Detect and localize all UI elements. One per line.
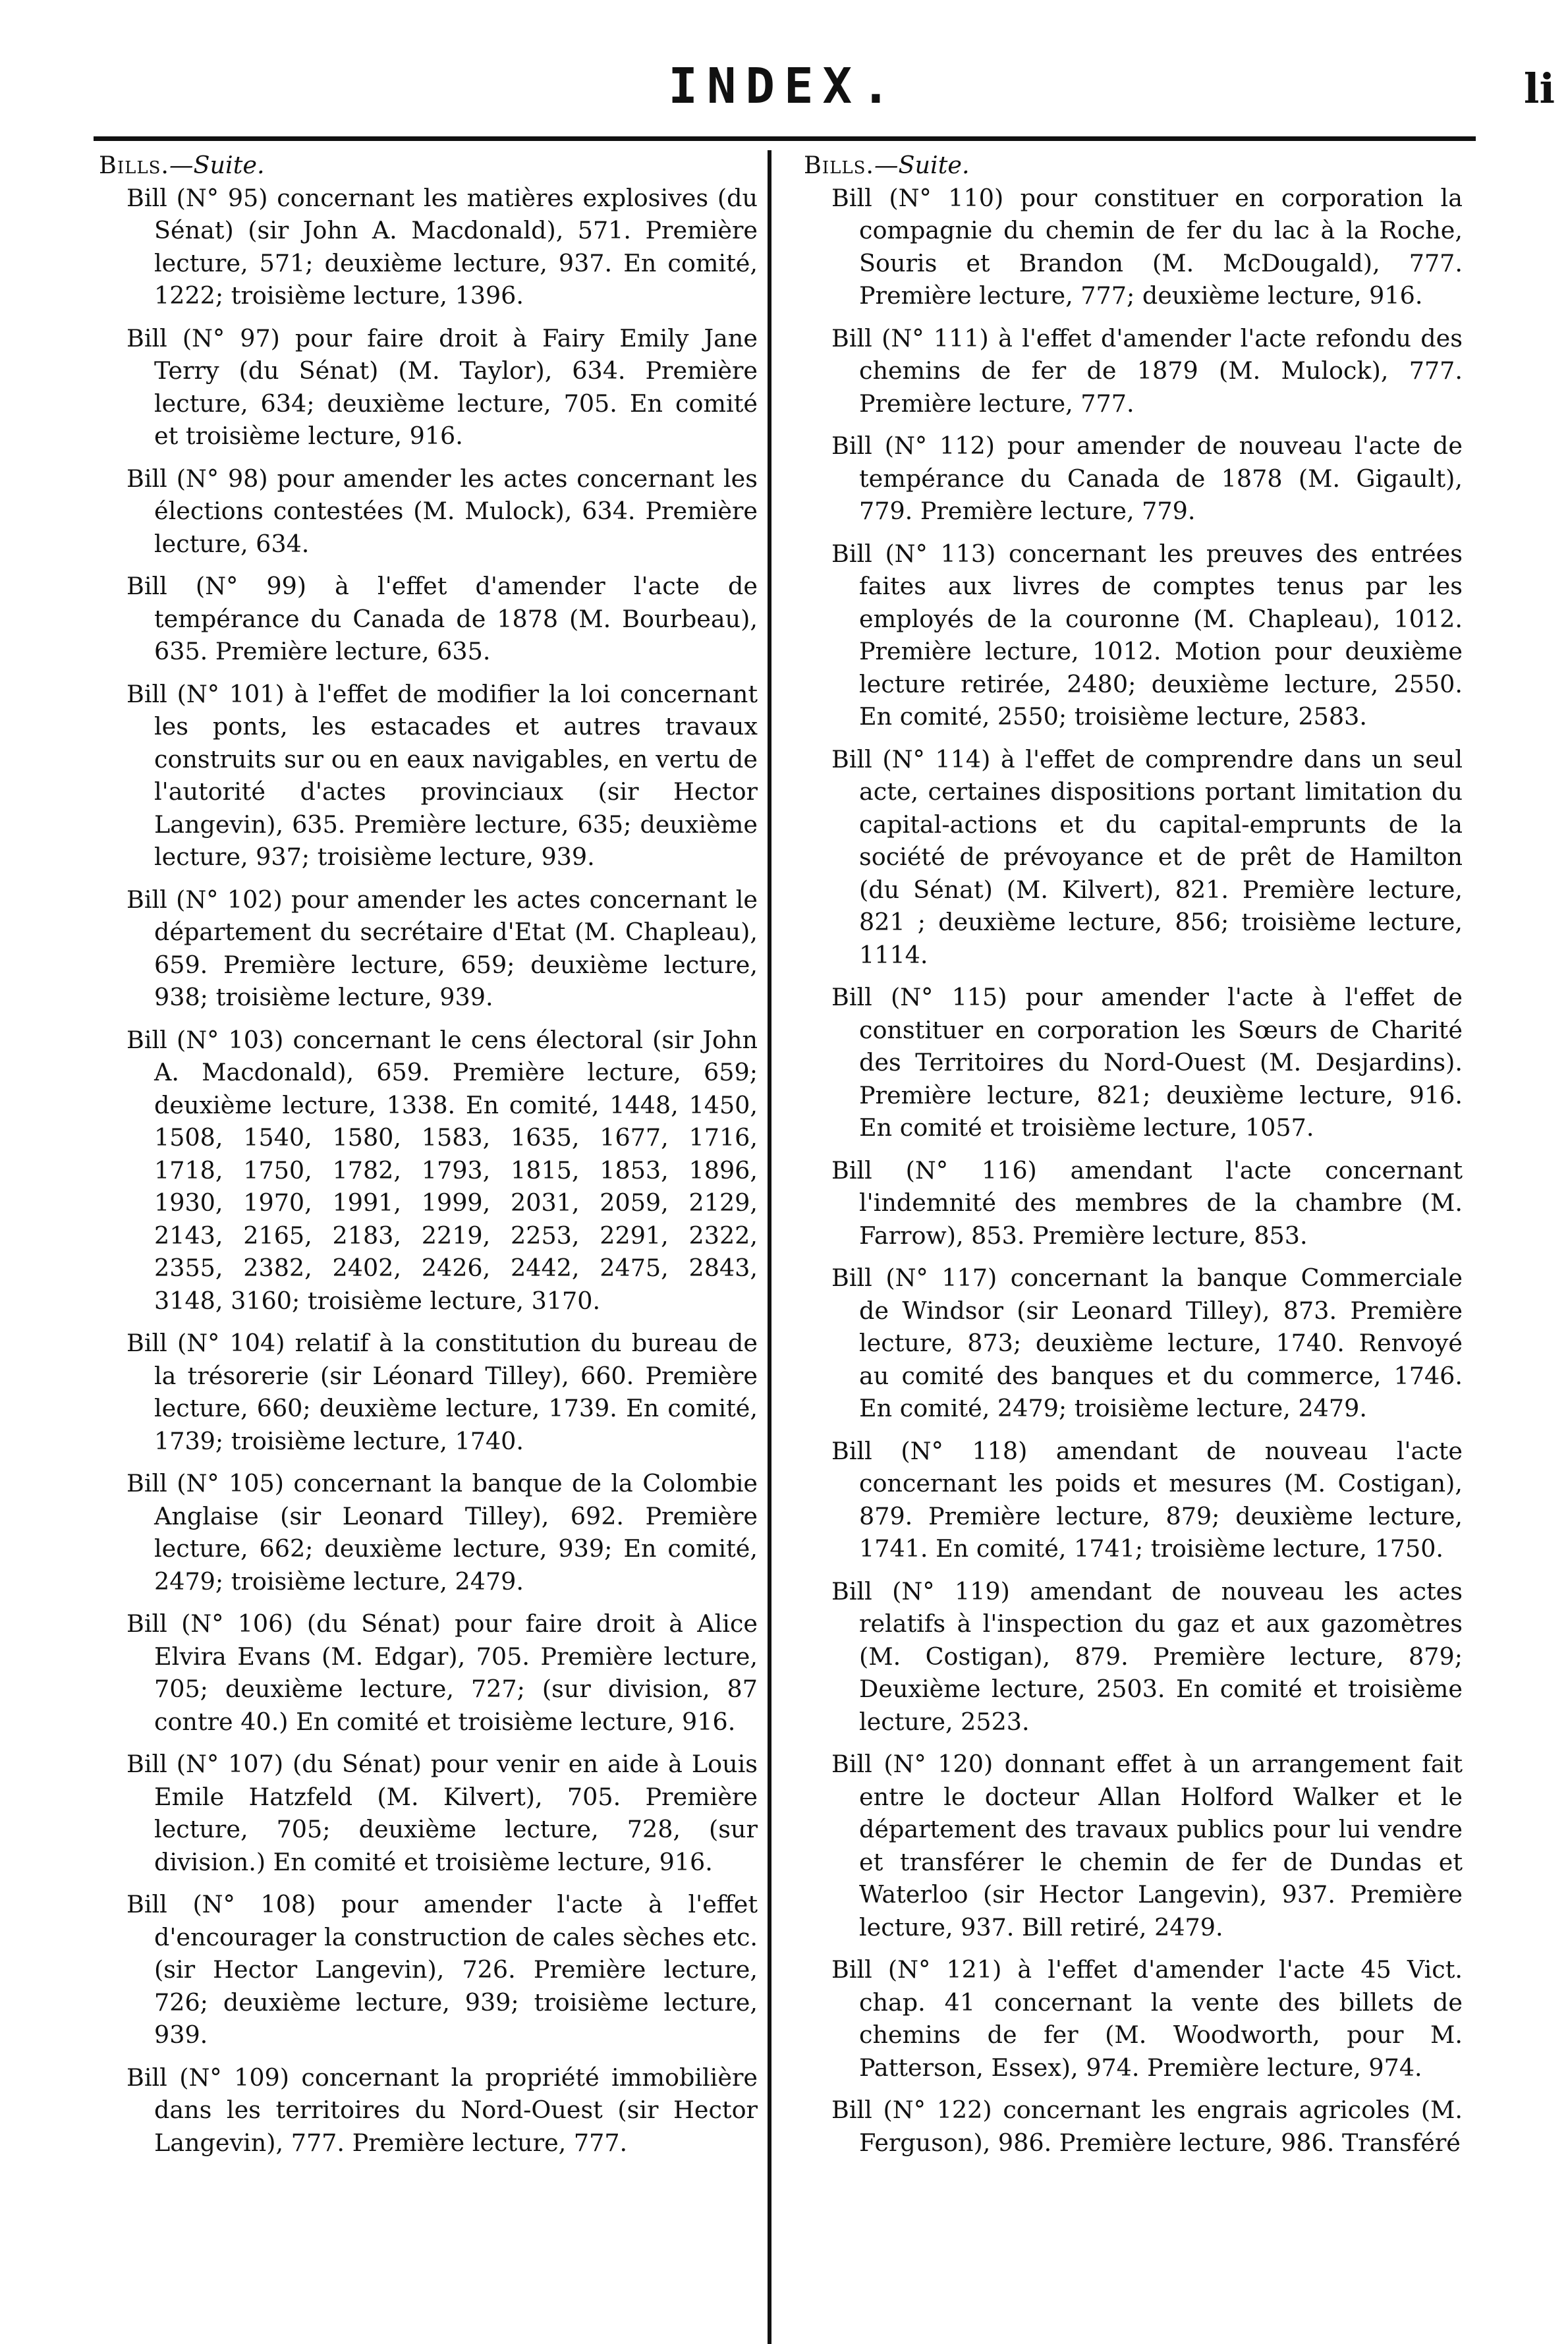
index-entry: Bill (N° 99) à l'effet d'amender l'acte de tempérance du Canada de 1878 (M. Bourbeau), 635. Première lecture, 635. bbox=[126, 572, 758, 665]
index-entry: Bill (N° 101) à l'effet de modifier la loi concernant les ponts, les estacades et autres travaux construits sur ou en eaux navigables, en vertu de l'autorité d'actes provinciaux (sir Hector Langevin), 635. Première lecture, 635; deuxième lecture, 937; troisième lecture, 939. bbox=[126, 679, 758, 871]
index-entry: Bill (N° 108) pour amender l'acte à l'effet d'encourager la construction de cales sèches etc. (sir Hector Langevin), 726. Première lecture, 726; deuxième lecture, 939; troisième lecture, 939. bbox=[126, 1890, 758, 2049]
page-number: li bbox=[1523, 65, 1555, 113]
index-entry: Bill (N° 109) concernant la propriété immobilière dans les territoires du Nord-Ouest (sir Hector Langevin), 777. Première lecture, 777. bbox=[126, 2063, 758, 2157]
section-heading bbox=[804, 149, 1463, 182]
index-entry: Bill (N° 121) à l'effet d'amender l'acte 45 Vict. chap. 41 concernant la vente des billets de chemins de fer (M. Woodworth, pour M. Patterson, Essex), 974. Première lecture, 974. bbox=[831, 1955, 1463, 2082]
index-entry: Bill (N° 118) amendant de nouveau l'acte concernant les poids et mesures (M. Costigan), 879. Première lecture, 879; deuxième lecture, 1741. En comité, 1741; troisième lecture, 1750. bbox=[831, 1436, 1463, 1563]
index-entry: Bill (N° 95) concernant les matières explosives (du Sénat) (sir John A. Macdonald), 571. Première lecture, 571; deuxième lecture, 937. En comité, 1222; troisième lecture, 1396. bbox=[126, 183, 758, 310]
right-column bbox=[804, 149, 1463, 2169]
left-column bbox=[99, 149, 758, 2169]
index-entry: Bill (N° 114) à l'effet de comprendre dans un seul acte, certaines dispositions portant limitation du capital-actions et du capital-emprunts de la société de prévoyance et de prêt de Hamilton (du Sénat) (M. Kilvert), 821. Première lecture, 821 ; deuxième lecture, 856; troisième lecture, 1114. bbox=[831, 744, 1463, 969]
index-entry: Bill (N° 103) concernant le cens électoral (sir John A. Macdonald), 659. Première lecture, 659; deuxième lecture, 1338. En comité, 1448, 1450, 1508, 1540, 1580, 1583, 1635, 1677, 1716, 1718, 1750, 1782, 1793, 1815, 1853, 1896, 1930, 1970, 1991, 1999, 2031, 2059, 2129, 2143, 2165, 2183, 2219, 2253, 2291, 2322, 2355, 2382, 2402, 2426, 2442, 2475, 2843, 3148, 3160; troisième lecture, 3170. bbox=[126, 1025, 758, 1315]
page-title: INDEX. bbox=[668, 58, 900, 115]
index-entry: Bill (N° 122) concernant les engrais agricoles (M. Ferguson), 986. Première lecture, 986. Transféré bbox=[831, 2096, 1463, 2157]
index-entry: Bill (N° 106) (du Sénat) pour faire droit à Alice Elvira Evans (M. Edgar), 705. Première lecture, 705; deuxième lecture, 727; (sur division, 87 contre 40.) En comité et troisième lecture, 916. bbox=[126, 1609, 758, 1736]
index-entry: Bill (N° 104) relatif à la constitution du bureau de la trésorerie (sir Léonard Tilley), 660. Première lecture, 660; deuxième lecture, 1739. En comité, 1739; troisième lecture, 1740. bbox=[126, 1329, 758, 1455]
header-rule bbox=[94, 136, 1476, 141]
index-entry: Bill (N° 116) amendant l'acte concernant l'indemnité des membres de la chambre (M. Farrow), 853. Première lecture, 853. bbox=[831, 1156, 1463, 1250]
section-heading-suite: —Suite. bbox=[874, 151, 970, 179]
index-entry: Bill (N° 98) pour amender les actes concernant les élections contestées (M. Mulock), 634. Première lecture, 634. bbox=[126, 464, 758, 558]
section-heading-suite: —Suite. bbox=[169, 151, 265, 179]
index-entry: Bill (N° 117) concernant la banque Commerciale de Windsor (sir Leonard Tilley), 873. Première lecture, 873; deuxième lecture, 1740. Renvoyé au comité des banques et du commerce, 1746. En comité, 2479; troisième lecture, 2479. bbox=[831, 1264, 1463, 1422]
section-heading bbox=[99, 149, 758, 182]
index-entry: Bill (N° 112) pour amender de nouveau l'acte de tempérance du Canada de 1878 (M. Gigault), 779. Première lecture, 779. bbox=[831, 432, 1463, 525]
section-heading-caps: Bills. bbox=[99, 151, 170, 179]
index-entry: Bill (N° 111) à l'effet d'amender l'acte refondu des chemins de fer de 1879 (M. Mulock), 777. Première lecture, 777. bbox=[831, 323, 1463, 418]
index-entry: Bill (N° 97) pour faire droit à Fairy Emily Jane Terry (du Sénat) (M. Taylor), 634. Première lecture, 634; deuxième lecture, 705. En comité et troisième lecture, 916. bbox=[126, 323, 758, 450]
index-entry: Bill (N° 115) pour amender l'acte à l'effet de constituer en corporation les Sœurs de Charité des Territoires du Nord-Ouest (M. Desjardins). Première lecture, 821; deuxième lecture, 916. En comité et troisième lecture, 1057. bbox=[831, 983, 1463, 1142]
index-entry: Bill (N° 107) (du Sénat) pour venir en aide à Louis Emile Hatzfeld (M. Kilvert), 705. Première lecture, 705; deuxième lecture, 728, (sur division.) En comité et troisième lecture, 916. bbox=[126, 1750, 758, 1876]
index-entry: Bill (N° 120) donnant effet à un arrangement fait entre le docteur Allan Holford Walker et le département des travaux publics pour lui vendre et transférer le chemin de fer de Dundas et Waterloo (sir Hector Langevin), 937. Première lecture, 937. Bill retiré, 2479. bbox=[831, 1750, 1463, 1941]
index-entry: Bill (N° 119) amendant de nouveau les actes relatifs à l'inspection du gaz et aux gazomètres (M. Costigan), 879. Première lecture, 879; Deuxième lecture, 2503. En comité et troisième lecture, 2523. bbox=[831, 1577, 1463, 1736]
index-entry: Bill (N° 102) pour amender les actes concernant le département du secrétaire d'Etat (M. Chapleau), 659. Première lecture, 659; deuxième lecture, 938; troisième lecture, 939. bbox=[126, 885, 758, 1011]
index-entry: Bill (N° 110) pour constituer en corporation la compagnie du chemin de fer du lac à la Roche, Souris et Brandon (M. McDougald), 777. Première lecture, 777; deuxième lecture, 916. bbox=[831, 183, 1463, 310]
section-heading-caps: Bills. bbox=[804, 151, 875, 179]
index-entry: Bill (N° 105) concernant la banque de la Colombie Anglaise (sir Leonard Tilley), 692. Première lecture, 662; deuxième lecture, 939; En comité, 2479; troisième lecture, 2479. bbox=[126, 1469, 758, 1596]
index-entry: Bill (N° 113) concernant les preuves des entrées faites aux livres de comptes tenus par les employés de la couronne (M. Chapleau), 1012. Première lecture, 1012. Motion pour deuxième lecture retirée, 2480; deuxième lecture, 2550. En comité, 2550; troisième lecture, 2583. bbox=[831, 539, 1463, 731]
column-divider bbox=[768, 150, 771, 2344]
